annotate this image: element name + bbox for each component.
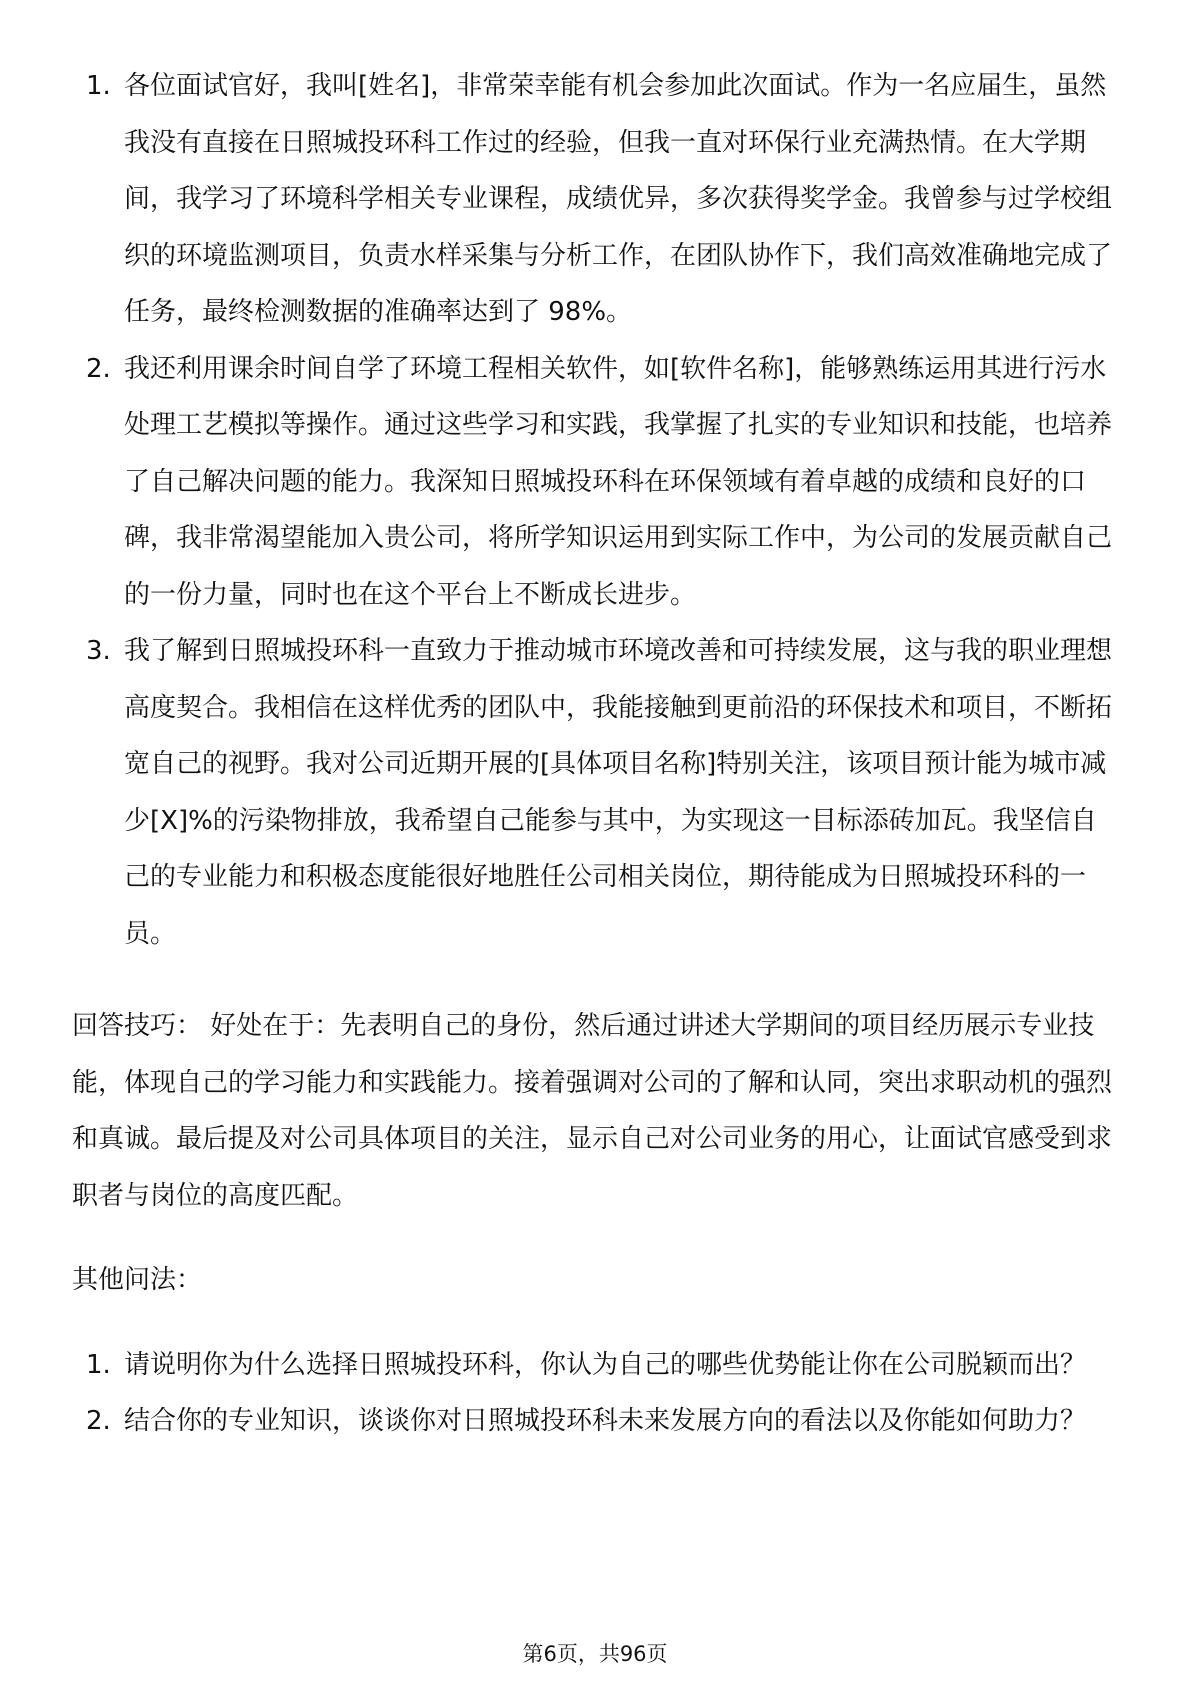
document-body — [72, 58, 1122, 1450]
list-number: 3. — [86, 636, 111, 666]
page-footer: 第6页，共96页 — [522, 1642, 668, 1666]
list-item-text: 请说明你为什么选择日照城投环科，你认为自己的哪些优势能让你在公司脱颖而出？ — [124, 1349, 1087, 1380]
list-item — [72, 58, 1122, 341]
other-questions-heading: 其他问法： — [72, 1265, 203, 1295]
list-number: 2. — [86, 353, 111, 384]
list-item — [72, 1337, 1122, 1394]
list-item — [72, 1393, 1122, 1450]
list-item-text: 我还利用课余时间自学了环境工程相关软件，如[软件名称]，能够熟练运用其进行污水处理工艺模拟等操作。通过这些学习和实践，我掌握了扎实的专业知识和技能，也培养了自己解决问题的能力。我深知日照城投环科在环保领域有着卓越的成绩和良好的口碑，我非常渴望能加入贵公司，将所学知识运用到实际工作中，为公司的发展贡献自己的一份力量，同时也在这个平台上不断成长进步。 — [124, 353, 1113, 610]
list-number: 1. — [86, 71, 111, 101]
list-item — [72, 623, 1122, 962]
other-questions-list — [72, 1337, 1122, 1450]
list-number: 1. — [86, 1349, 111, 1380]
list-number: 2. — [86, 1406, 111, 1436]
list-item-text: 我了解到日照城投环科一直致力于推动城市环境改善和可持续发展，这与我的职业理想高度契合。我相信在这样优秀的团队中，我能接触到更前沿的环保技术和项目，不断拓宽自己的视野。我对公司近期开展的[具体项目名称]特别关注，该项目预计能为城市减少[X]%的污染物排放，我希望自己能参与其中，为实现这一目标添砖加瓦。我坚信自己的专业能力和积极态度能很好地胜任公司相关岗位，期待能成为日照城投环科的一员。 — [124, 636, 1113, 949]
list-item-text: 结合你的专业知识，谈谈你对日照城投环科未来发展方向的看法以及你能如何助力？ — [124, 1406, 1087, 1436]
answer-tips: 回答技巧： 好处在于：先表明自己的身份，然后通过讲述大学期间的项目经历展示专业技能，体现自己的学习能力和实践能力。接着强调对公司的了解和认同，突出求职动机的强烈和真诚。最后提及对公司具体项目的关注，显示自己对公司业务的用心，让面试官感受到求职者与岗位的高度匹配。 — [72, 1011, 1113, 1211]
list-item-text: 各位面试官好，我叫[姓名]，非常荣幸能有机会参加此次面试。作为一名应届生，虽然我没有直接在日照城投环科工作过的经验，但我一直对环保行业充满热情。在大学期间，我学习了环境科学相关专业课程，成绩优异，多次获得奖学金。我曾参与过学校组织的环境监测项目，负责水样采集与分析工作，在团队协作下，我们高效准确地完成了任务，最终检测数据的准确率达到了 98%。 — [124, 71, 1113, 327]
list-item — [72, 341, 1122, 624]
answer-list — [72, 58, 1122, 962]
